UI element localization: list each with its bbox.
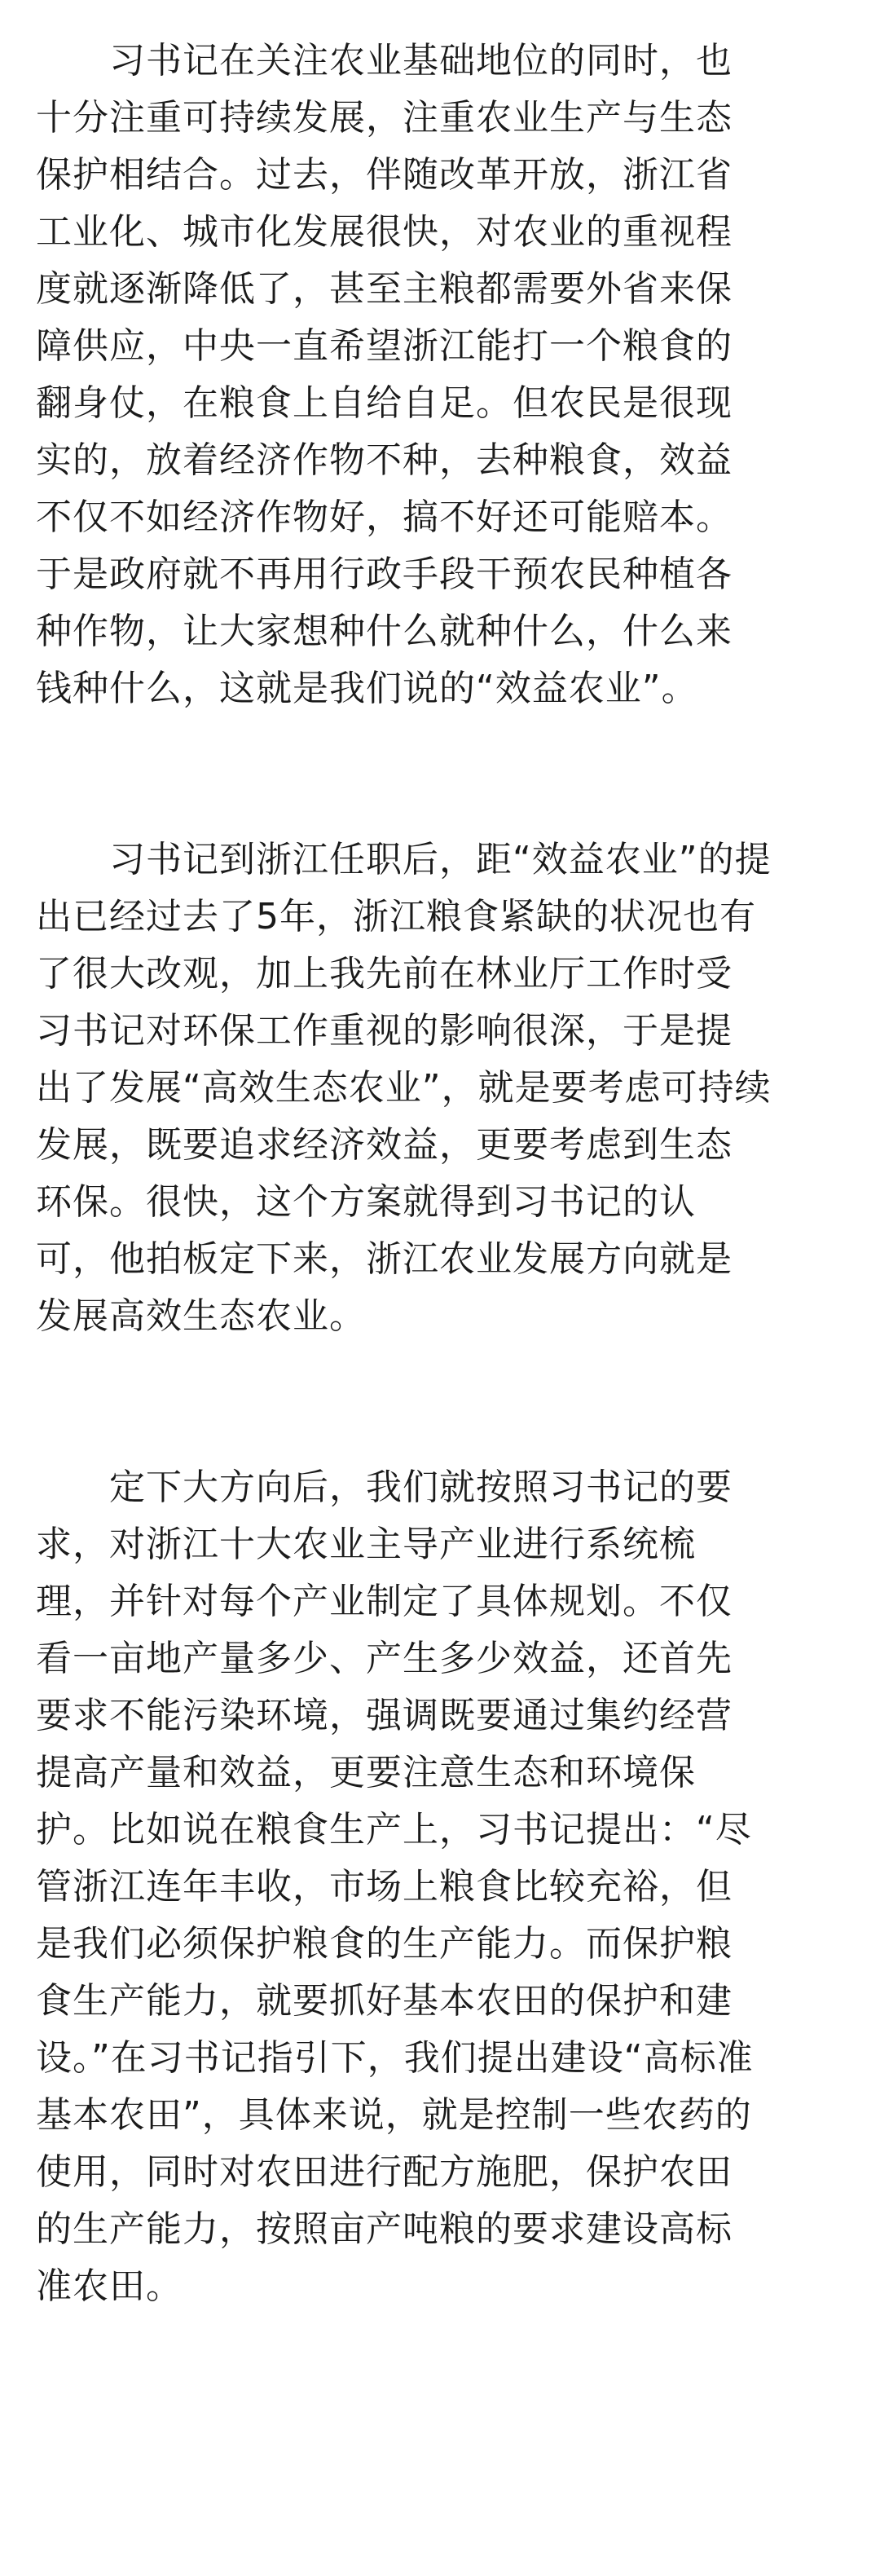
- text-line: 要求不能污染环境，强调既要通过集约经营: [36, 1695, 733, 1736]
- text-line: 翻身仗，在粮食上自给自足。但农民是很现: [36, 382, 733, 424]
- text-line: 障供应，中央一直希望浙江能打一个粮食的: [36, 325, 733, 367]
- text-line: 准农田。: [36, 2265, 183, 2307]
- text-line: 提高产量和效益，更要注意生态和环境保: [36, 1752, 696, 1793]
- text-line: 理，并针对每个产业制定了具体规划。不仅: [36, 1581, 733, 1622]
- text-line: 护。比如说在粮食生产上，习书记提出：“尽: [36, 1809, 752, 1850]
- text-line: 环保。很快，这个方案就得到习书记的认: [36, 1181, 696, 1223]
- text-line: 定下大方向后，我们就按照习书记的要: [36, 1467, 733, 1508]
- text-line: 是我们必须保护粮食的生产能力。而保护粮: [36, 1923, 733, 1965]
- text-line: 看一亩地产量多少、产生多少效益，还首先: [36, 1638, 733, 1679]
- paragraph-3: [36, 1459, 844, 2315]
- text-line: 不仅不如经济作物好，搞不好还可能赔本。: [36, 496, 733, 538]
- text-line: 发展，既要追求经济效益，更要考虑到生态: [36, 1124, 733, 1166]
- text-line: 习书记到浙江任职后，距“效益农业”的提: [36, 839, 772, 880]
- text-line: 使用，同时对农田进行配方施肥，保护农田: [36, 2151, 733, 2193]
- text-line: 十分注重可持续发展，注重农业生产与生态: [36, 97, 733, 139]
- text-line: 习书记对环保工作重视的影响很深，于是提: [36, 1010, 733, 1052]
- text-line: 了很大改观，加上我先前在林业厅工作时受: [36, 953, 733, 995]
- text-line: 钱种什么，这就是我们说的“效益农业”。: [36, 668, 698, 709]
- text-line: 管浙江连年丰收，市场上粮食比较充裕，但: [36, 1866, 733, 1908]
- text-line: 工业化、城市化发展很快，对农业的重视程: [36, 211, 733, 253]
- text-line: 食生产能力，就要抓好基本农田的保护和建: [36, 1980, 733, 2022]
- paragraph-2: [36, 831, 844, 1345]
- text-line: 习书记在关注农业基础地位的同时，也: [36, 40, 733, 82]
- text-line: 种作物，让大家想种什么就种什么，什么来: [36, 611, 733, 652]
- paragraph-1: [36, 33, 844, 717]
- text-line: 设。”在习书记指引下，我们提出建设“高标准: [36, 2037, 754, 2079]
- text-line: 实的，放着经济作物不种，去种粮食，效益: [36, 439, 733, 481]
- text-line: 于是政府就不再用行政手段干预农民种植各: [36, 554, 733, 595]
- article-body: [36, 33, 844, 2429]
- text-line: 出了发展“高效生态农业”，就是要考虑可持续: [36, 1067, 772, 1109]
- text-line: 保护相结合。过去，伴随改革开放，浙江省: [36, 154, 733, 196]
- text-line: 求，对浙江十大农业主导产业进行系统梳: [36, 1524, 696, 1565]
- text-line: 出已经过去了5年，浙江粮食紧缺的状况也有: [36, 896, 756, 937]
- text-line: 的生产能力，按照亩产吨粮的要求建设高标: [36, 2208, 733, 2250]
- text-line: 度就逐渐降低了，甚至主粮都需要外省来保: [36, 268, 733, 310]
- text-line: 可，他拍板定下来，浙江农业发展方向就是: [36, 1238, 733, 1280]
- text-line: 基本农田”，具体来说，就是控制一些农药的: [36, 2094, 752, 2136]
- text-line: 发展高效生态农业。: [36, 1295, 366, 1337]
